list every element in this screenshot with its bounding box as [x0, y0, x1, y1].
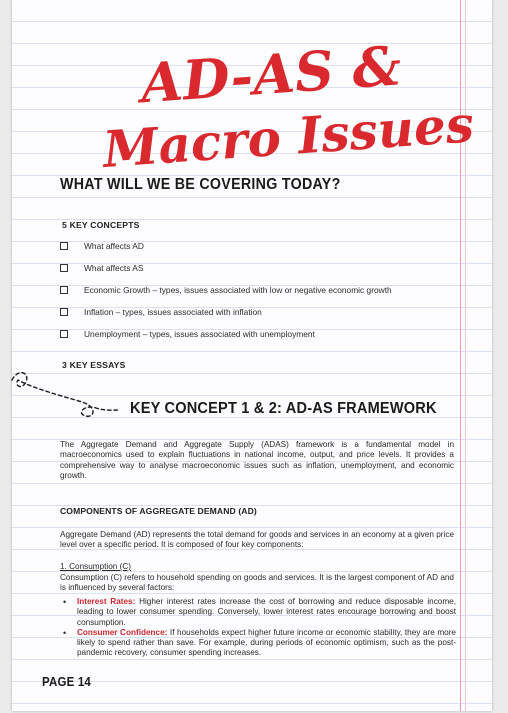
bullet-icon: •	[63, 627, 67, 638]
consumption-paragraph: Consumption (C) refers to household spending on goods and services. It is the largest component of AD and is influenced by several factors:	[60, 573, 454, 593]
concept-item	[60, 307, 392, 329]
concept-label: What affects AD	[84, 241, 144, 251]
concept-item	[60, 263, 392, 285]
key-concepts-heading: 5 KEY CONCEPTS	[62, 220, 140, 230]
consumption-factors-list	[60, 597, 456, 659]
bullet-icon: •	[63, 597, 67, 607]
components-heading: COMPONENTS OF AGGREGATE DEMAND (AD)	[60, 506, 257, 516]
concept-label: Unemployment – types, issues associated with unemployment	[84, 329, 315, 339]
concept-label: Economic Growth – types, issues associated with low or negative economic growth	[84, 285, 392, 295]
key-concepts-list	[60, 241, 392, 351]
concept-label: Inflation – types, issues associated with inflation	[84, 307, 262, 317]
concept-label: What affects AS	[84, 263, 144, 273]
checkbox-icon[interactable]	[60, 242, 68, 250]
concept-item	[60, 285, 392, 307]
concept-item	[60, 241, 392, 263]
title-line-1: AD-AS &	[138, 33, 404, 116]
checkbox-icon[interactable]	[60, 308, 68, 316]
checkbox-icon[interactable]	[60, 264, 68, 272]
page-title-graphic	[92, 33, 476, 179]
factor-text: If households expect higher future income or economic stability, they are more likely to spend rather than save. For example, during periods of economic optimism, such as the post-pandemic recovery, consumer spending increases.	[77, 627, 456, 658]
section-heading: KEY CONCEPT 1 & 2: AD-AS FRAMEWORK	[130, 400, 437, 417]
checkbox-icon[interactable]	[60, 286, 68, 294]
factor-text: Higher interest rates increase the cost of borrowing and reduce disposable income, leading to lower consumer spending. Conversely, lower interest rates encourage borrowing and boost consumption.	[77, 597, 456, 627]
intro-paragraph: The Aggregate Demand and Aggregate Supply (ADAS) framework is a fundamental model in macroeconomics used to explain fluctuations in national income, output, and price levels. It provides a comprehensive way to analyse macroeconomic issues such as inflation, unemployment, and economic growth.	[60, 440, 454, 480]
ad-paragraph: Aggregate Demand (AD) represents the total demand for goods and services in an economy at a given price level over a specific period. It is composed of four key components:	[60, 530, 454, 550]
page-number: PAGE 14	[42, 675, 92, 689]
key-essays-heading: 3 KEY ESSAYS	[62, 360, 126, 370]
consumption-title: 1. Consumption (C)	[60, 562, 131, 571]
covering-heading: WHAT WILL WE BE COVERING TODAY?	[60, 176, 341, 193]
concept-item	[60, 329, 392, 351]
factor-term: Consumer Confidence:	[77, 627, 168, 637]
notebook-page	[12, 0, 492, 711]
dashed-arrow-decoration	[12, 366, 142, 424]
title-line-2: Macro Issues	[101, 94, 476, 179]
checkbox-icon[interactable]	[60, 330, 68, 338]
list-item	[60, 628, 456, 659]
factor-term: Interest Rates:	[77, 597, 136, 606]
list-item	[60, 597, 456, 628]
